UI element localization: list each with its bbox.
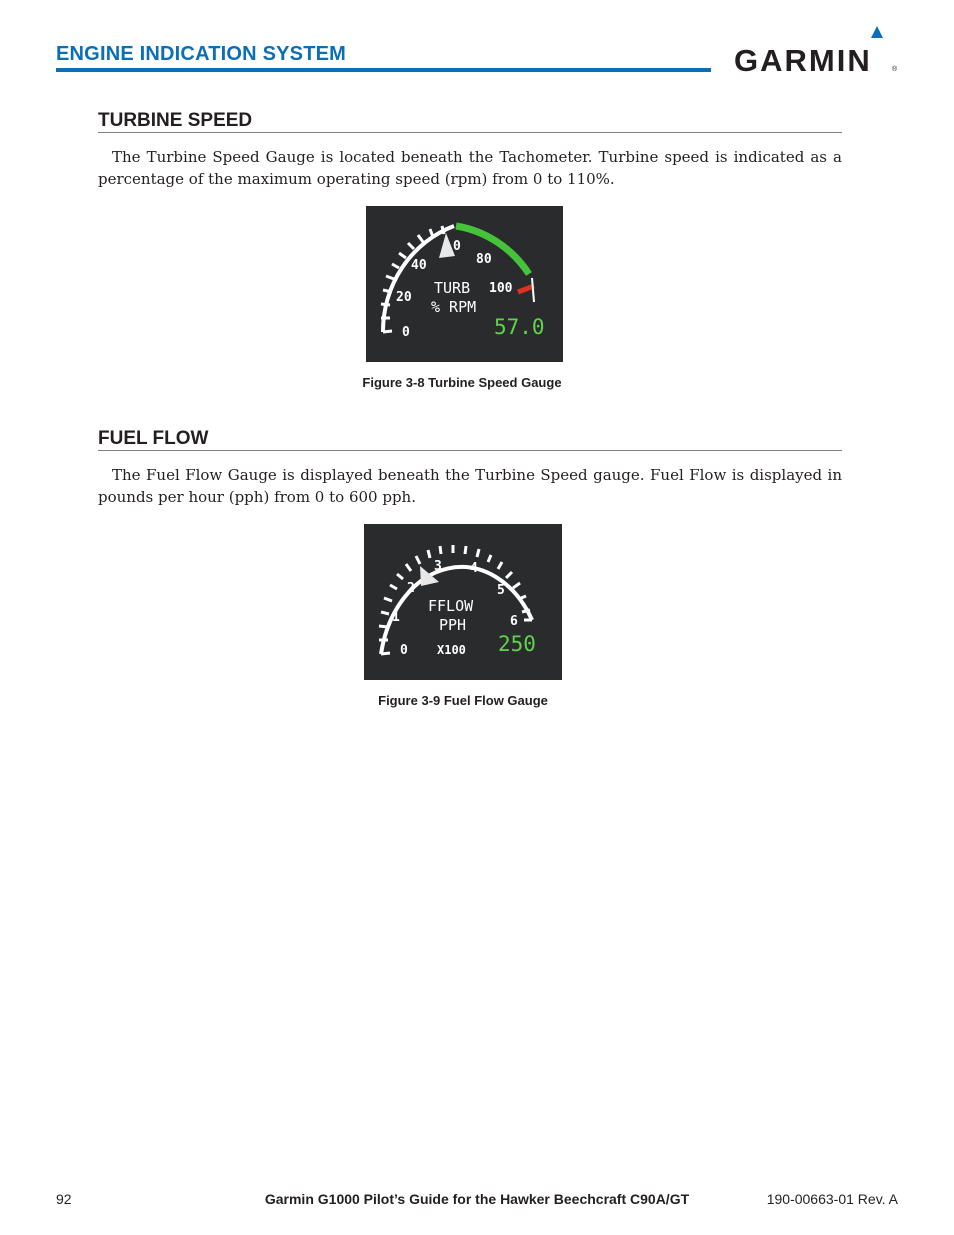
gauge-title-line2: PPH bbox=[439, 616, 467, 634]
fuel-flow-heading: FUEL FLOW bbox=[98, 428, 209, 449]
gauge-title-line1: TURB bbox=[434, 279, 471, 297]
turbine-speed-heading: TURBINE SPEED bbox=[98, 110, 253, 131]
gauge-label-4: 4 bbox=[470, 561, 478, 576]
gauge-label-40: 40 bbox=[411, 258, 427, 273]
svg-text:®: ® bbox=[892, 66, 898, 73]
heading-rule bbox=[98, 132, 842, 133]
fuel-flow-paragraph: The Fuel Flow Gauge is displayed beneath the Turbine Speed gauge. Fuel Flow is displayed in pounds per hour (pph) from 0 to 600 pph. bbox=[98, 466, 842, 506]
fuel-readout: 250 bbox=[498, 632, 536, 656]
figure-caption-3-9: Figure 3-9 Fuel Flow Gauge bbox=[378, 693, 548, 708]
document-number: 190-00663-01 Rev. A bbox=[766, 1191, 898, 1207]
gauge-multiplier: X100 bbox=[437, 643, 466, 657]
gauge-label-1: 1 bbox=[392, 610, 400, 625]
header-rule bbox=[56, 68, 711, 72]
gauge-label-80: 80 bbox=[476, 252, 492, 267]
turbine-readout: 57.0 bbox=[494, 315, 545, 339]
gauge-title-line1: FFLOW bbox=[428, 597, 474, 615]
garmin-logo bbox=[733, 24, 899, 76]
heading-rule bbox=[98, 450, 842, 451]
svg-text:0: 0 bbox=[453, 239, 461, 254]
svg-text:GARMIN: GARMIN bbox=[734, 43, 872, 76]
gauge-label-20: 20 bbox=[396, 290, 412, 305]
footer-title: Garmin G1000 Pilot’s Guide for the Hawker Beechcraft C90A/GT bbox=[264, 1191, 690, 1207]
turbine-speed-gauge bbox=[366, 206, 563, 362]
gauge-label-2: 2 bbox=[407, 581, 415, 596]
gauge-label-0: 0 bbox=[400, 643, 408, 658]
gauge-title-line2: % RPM bbox=[431, 298, 477, 316]
fuel-flow-gauge bbox=[364, 524, 562, 680]
gauge-label-0: 0 bbox=[402, 325, 410, 340]
gauge-label-6: 6 bbox=[510, 614, 518, 629]
gauge-label-5: 5 bbox=[497, 583, 505, 598]
gauge-label-100: 100 bbox=[489, 281, 513, 296]
figure-caption-3-8: Figure 3-8 Turbine Speed Gauge bbox=[362, 375, 562, 390]
section-header: ENGINE INDICATION SYSTEM bbox=[56, 43, 347, 65]
page-number: 92 bbox=[56, 1191, 72, 1207]
turbine-speed-paragraph: The Turbine Speed Gauge is located beneath the Tachometer. Turbine speed is indicated as a percentage of the maximum operating speed (rpm) from 0 to 110%. bbox=[98, 148, 842, 188]
gauge-label-3: 3 bbox=[434, 559, 442, 574]
